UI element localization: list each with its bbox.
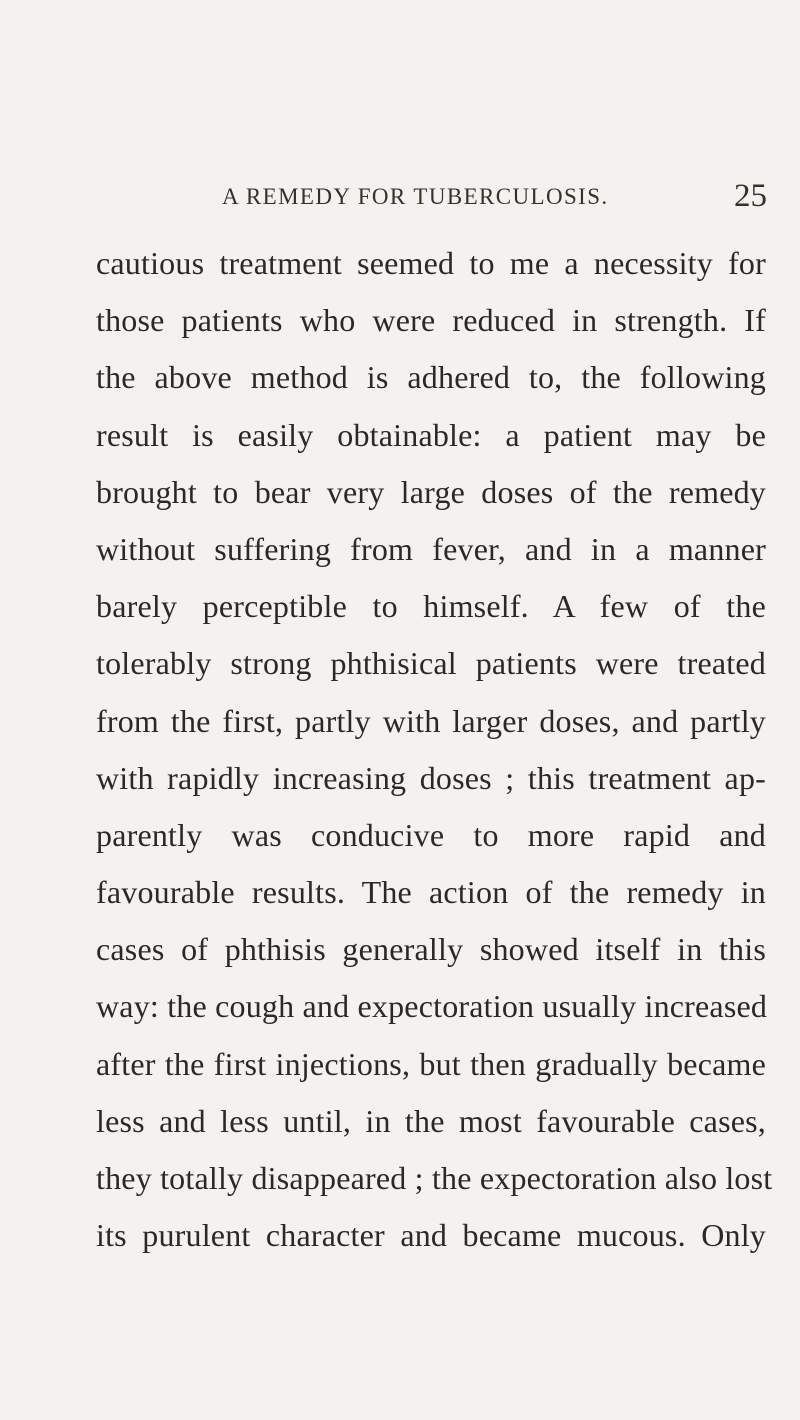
text-line: parently was conducive to more rapid and bbox=[96, 816, 766, 853]
text-line: barely perceptible to himself. A few of the bbox=[96, 588, 766, 625]
text-line: favourable results. The action of the remedy in bbox=[96, 874, 766, 911]
text-line: those patients who were reduced in strength. If bbox=[96, 302, 766, 339]
text-line: with rapidly increasing doses ; this treatment ap- bbox=[96, 759, 766, 796]
body-paragraph bbox=[96, 235, 773, 1264]
text-line: they totally disappeared ; the expectoration also lost bbox=[96, 1160, 773, 1196]
page-number: 25 bbox=[734, 178, 767, 214]
running-head bbox=[222, 178, 767, 218]
text-line: after the first injections, but then gradually became bbox=[96, 1045, 766, 1082]
text-line: way: the cough and expectoration usually increased bbox=[96, 988, 768, 1025]
text-line: cases of phthisis generally showed itself in this bbox=[96, 931, 766, 968]
text-line: tolerably strong phthisical patients were treated bbox=[96, 645, 766, 682]
text-line: from the first, partly with larger doses, and partly bbox=[96, 702, 766, 739]
text-line: result is easily obtainable: a patient may be bbox=[96, 416, 766, 453]
text-line: brought to bear very large doses of the remedy bbox=[96, 473, 766, 510]
text-line: without suffering from fever, and in a manner bbox=[96, 530, 766, 567]
text-line: cautious treatment seemed to me a necessity for bbox=[96, 245, 766, 281]
text-line: less and less until, in the most favourable cases, bbox=[96, 1102, 766, 1139]
text-line: its purulent character and became mucous. Only bbox=[96, 1217, 766, 1254]
running-title: A REMEDY FOR TUBERCULOSIS. bbox=[222, 184, 609, 209]
text-line: the above method is adhered to, the following bbox=[96, 359, 766, 396]
